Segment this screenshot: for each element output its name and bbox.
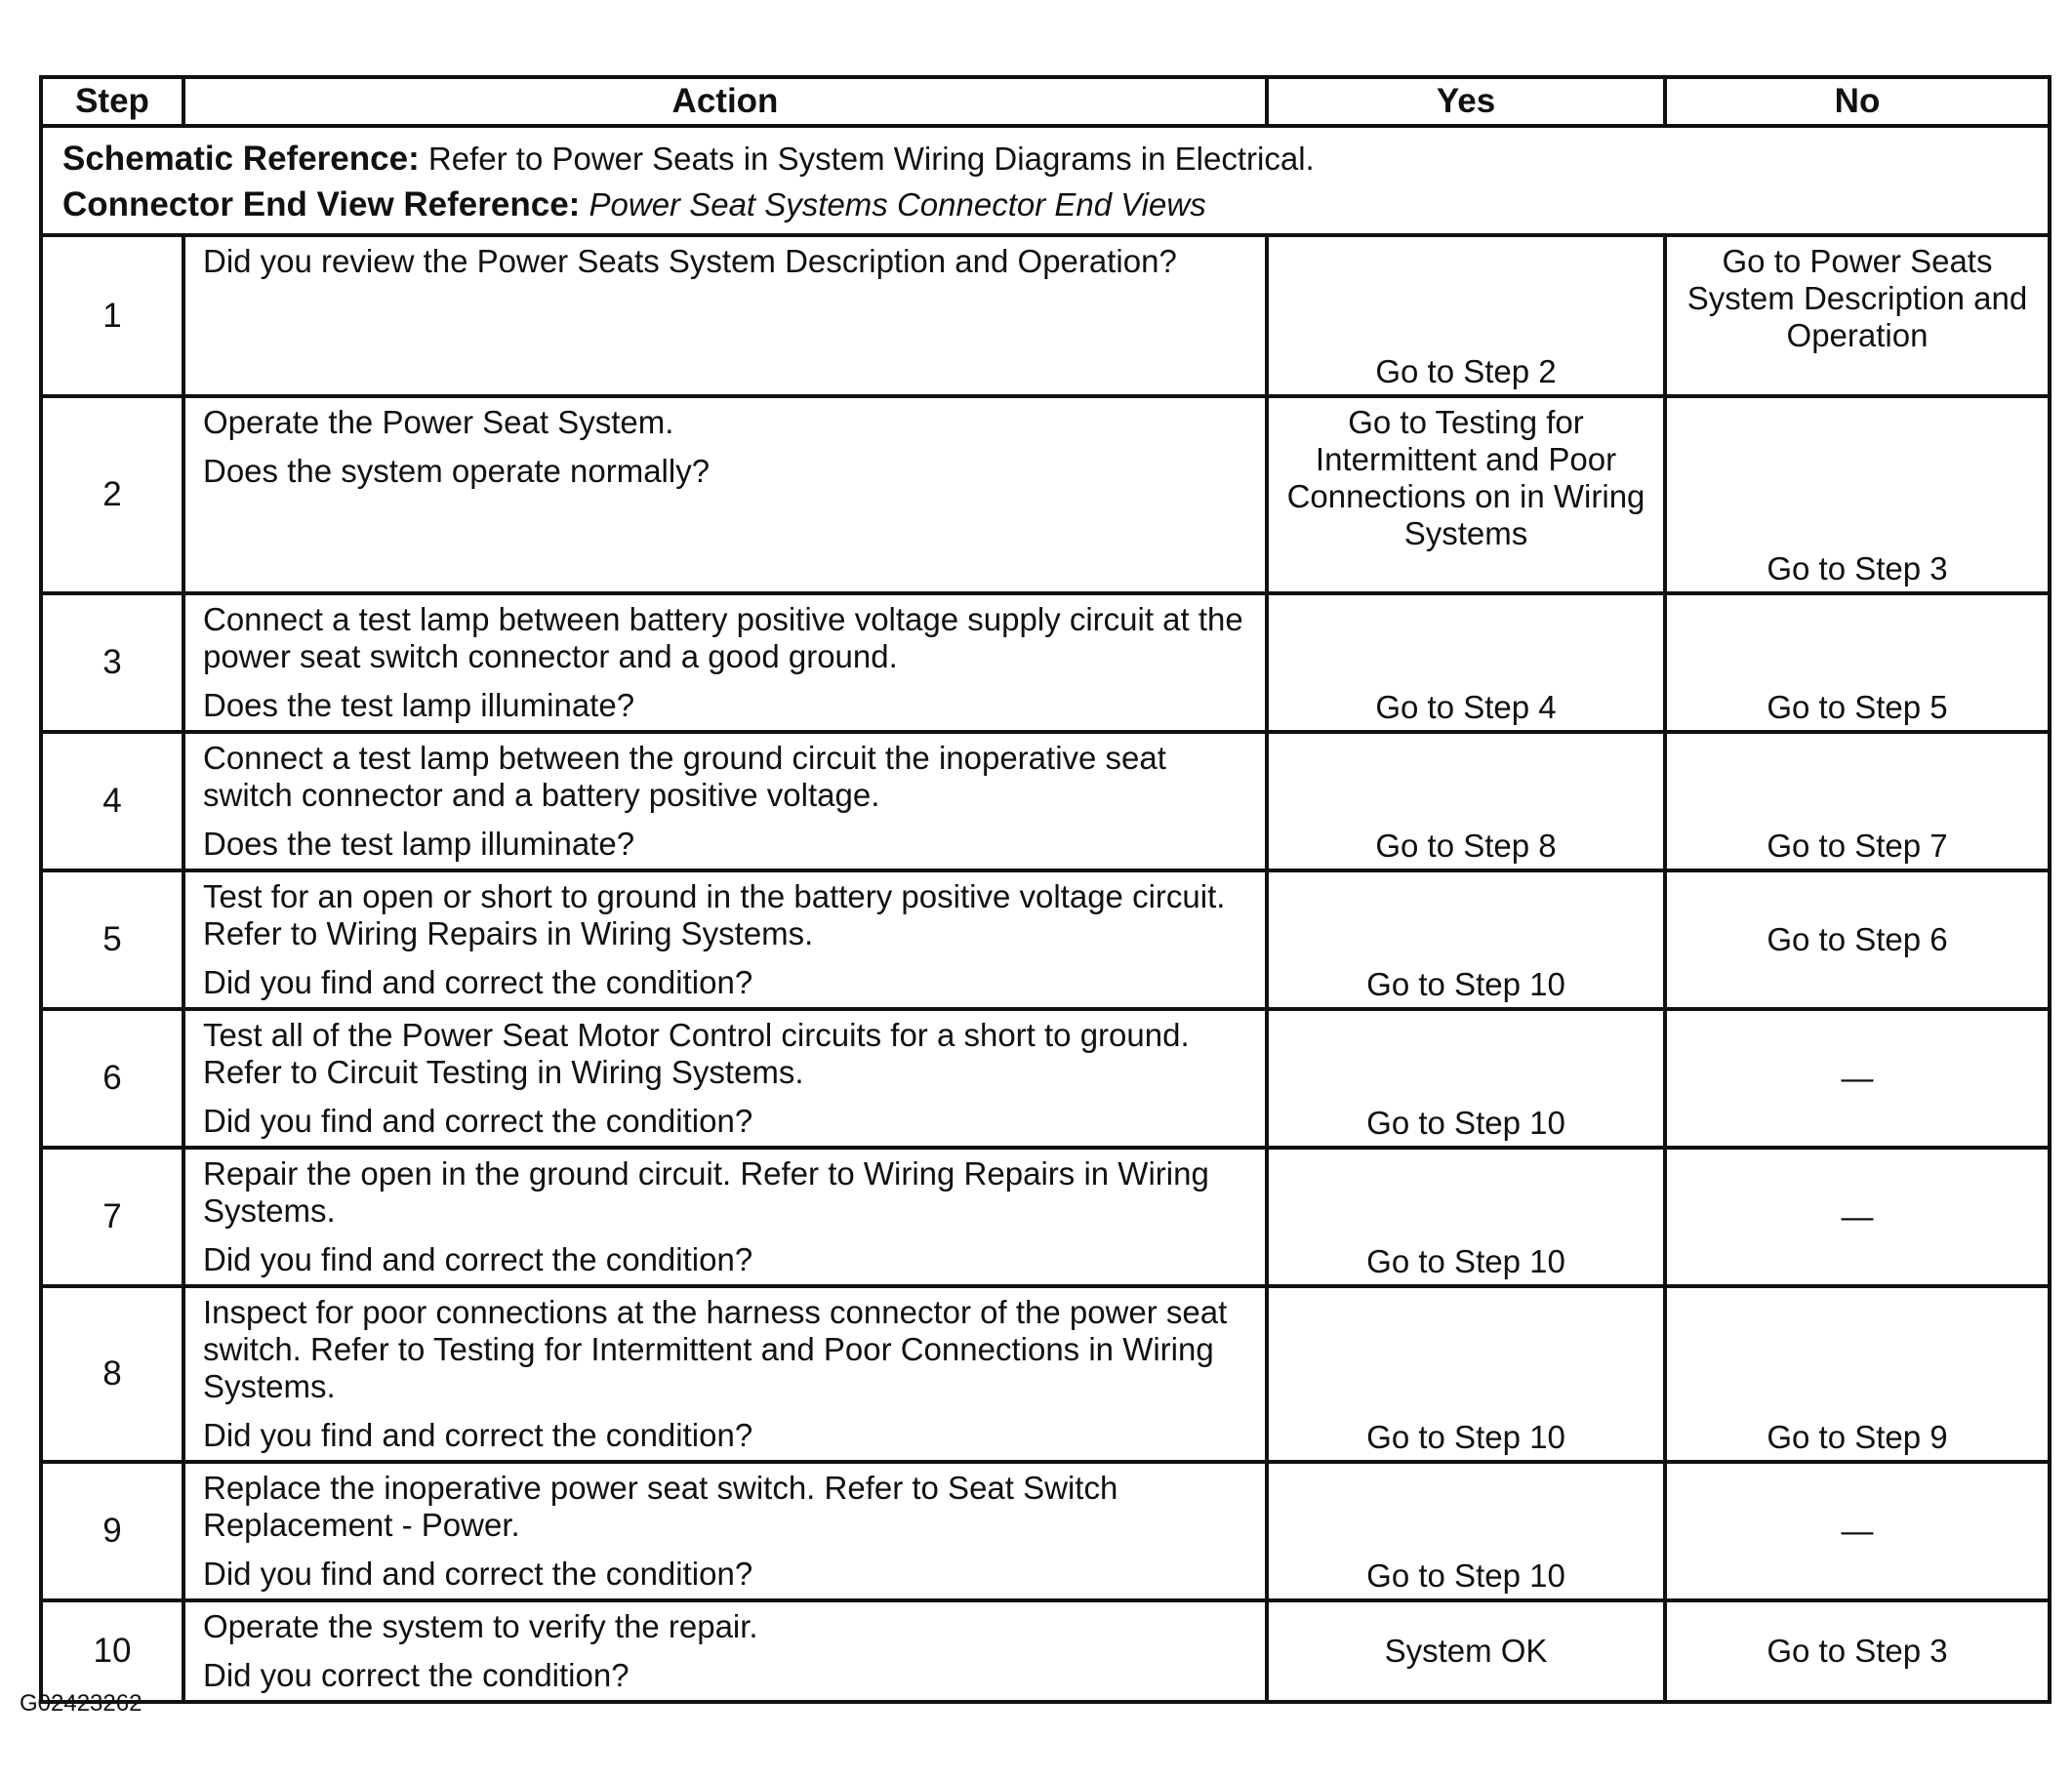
yes-cell <box>1267 593 1665 732</box>
yes-result: Go to Step 10 <box>1366 966 1565 1002</box>
action-question: Does the system operate normally? <box>203 453 711 489</box>
no-result: — <box>1841 1198 1874 1234</box>
action-cell <box>183 1462 1267 1600</box>
action-text: Operate the system to verify the repair. <box>203 1608 758 1644</box>
schematic-reference-label: Schematic Reference: <box>62 140 420 178</box>
action-question: Did you find and correct the condition? <box>203 1417 753 1453</box>
no-cell <box>1665 732 2050 870</box>
no-result: Go to Power Seats System Description and Operation <box>1686 243 2028 353</box>
yes-cell <box>1267 235 1665 396</box>
step-number: 1 <box>41 235 183 396</box>
yes-result: Go to Testing for Intermittent and Poor Connections on in Wiring Systems <box>1286 404 1645 551</box>
no-result: Go to Step 9 <box>1767 1419 1948 1455</box>
action-cell <box>183 1009 1267 1148</box>
header-no: No <box>1665 77 2050 126</box>
no-result: — <box>1841 1060 1874 1096</box>
table-row <box>41 1462 2050 1600</box>
action-question: Does the test lamp illuminate? <box>203 687 635 723</box>
connector-reference-label: Connector End View Reference: <box>62 185 581 223</box>
action-text: Connect a test lamp between the ground circuit the inoperative seat switch connector and a battery positive voltage. <box>203 740 1166 813</box>
action-text: Repair the open in the ground circuit. Refer to Wiring Repairs in Wiring Systems. <box>203 1155 1209 1229</box>
no-cell <box>1665 1009 2050 1148</box>
no-result: Go to Step 7 <box>1767 828 1948 864</box>
action-question: Did you find and correct the condition? <box>203 1241 753 1277</box>
header-yes: Yes <box>1267 77 1665 126</box>
no-cell <box>1665 1148 2050 1286</box>
yes-cell <box>1267 1286 1665 1462</box>
no-result: — <box>1841 1513 1874 1549</box>
action-cell <box>183 235 1267 396</box>
step-number: 9 <box>41 1462 183 1600</box>
yes-cell <box>1267 1148 1665 1286</box>
action-text: Test for an open or short to ground in the battery positive voltage circuit. Refer to Wiring Repairs in Wiring Systems. <box>203 878 1226 951</box>
table-row <box>41 593 2050 732</box>
table-row <box>41 1286 2050 1462</box>
figure-id: G02423262 <box>20 1690 142 1717</box>
header-action: Action <box>183 77 1267 126</box>
action-question: Did you find and correct the condition? <box>203 1103 753 1139</box>
action-question: Did you find and correct the condition? <box>203 1556 753 1592</box>
no-result: Go to Step 3 <box>1767 550 1948 586</box>
yes-result: Go to Step 4 <box>1375 689 1557 725</box>
step-number: 2 <box>41 396 183 593</box>
yes-cell <box>1267 1462 1665 1600</box>
diagnostic-table <box>39 75 2052 1704</box>
no-cell <box>1665 396 2050 593</box>
step-number: 5 <box>41 870 183 1009</box>
step-number: 4 <box>41 732 183 870</box>
yes-cell <box>1267 396 1665 593</box>
table-row <box>41 1009 2050 1148</box>
no-cell <box>1665 235 2050 396</box>
yes-result: Go to Step 10 <box>1366 1557 1565 1594</box>
action-text: Test all of the Power Seat Motor Control circuits for a short to ground. Refer to Circuit Testing in Wiring Systems. <box>203 1017 1190 1090</box>
yes-result: Go to Step 8 <box>1375 828 1557 864</box>
header-step: Step <box>41 77 183 126</box>
no-cell <box>1665 870 2050 1009</box>
connector-reference <box>62 182 2028 227</box>
table-row <box>41 396 2050 593</box>
step-number: 3 <box>41 593 183 732</box>
yes-result: Go to Step 2 <box>1375 353 1557 389</box>
action-text: Replace the inoperative power seat switch. Refer to Seat Switch Replacement - Power. <box>203 1470 1118 1543</box>
table-row <box>41 235 2050 396</box>
yes-cell <box>1267 732 1665 870</box>
schematic-reference <box>62 136 2028 182</box>
yes-result: System OK <box>1384 1633 1548 1669</box>
action-text: Did you review the Power Seats System Description and Operation? <box>203 243 1177 279</box>
action-cell <box>183 1148 1267 1286</box>
action-question: Did you correct the condition? <box>203 1657 630 1693</box>
no-cell <box>1665 1286 2050 1462</box>
step-number: 10 <box>41 1600 183 1702</box>
connector-reference-text: Power Seat Systems Connector End Views <box>589 186 1206 222</box>
reference-cell <box>41 126 2050 235</box>
table-row <box>41 1148 2050 1286</box>
action-question: Did you find and correct the condition? <box>203 964 753 1000</box>
step-number: 7 <box>41 1148 183 1286</box>
action-cell <box>183 732 1267 870</box>
no-result: Go to Step 5 <box>1767 689 1948 725</box>
no-cell <box>1665 1462 2050 1600</box>
action-cell <box>183 1286 1267 1462</box>
yes-cell <box>1267 1009 1665 1148</box>
step-number: 8 <box>41 1286 183 1462</box>
no-cell <box>1665 593 2050 732</box>
table-row <box>41 732 2050 870</box>
reference-row <box>41 126 2050 235</box>
no-result: Go to Step 6 <box>1767 921 1948 957</box>
action-cell <box>183 1600 1267 1702</box>
table-header-row <box>41 77 2050 126</box>
yes-result: Go to Step 10 <box>1366 1243 1565 1279</box>
table-row <box>41 1600 2050 1702</box>
yes-result: Go to Step 10 <box>1366 1419 1565 1455</box>
action-text: Inspect for poor connections at the harness connector of the power seat switch. Refer to Testing for Intermittent and Poor Connections in Wiring Systems. <box>203 1294 1228 1404</box>
step-number: 6 <box>41 1009 183 1148</box>
action-text: Operate the Power Seat System. <box>203 404 674 440</box>
action-cell <box>183 870 1267 1009</box>
action-question: Does the test lamp illuminate? <box>203 826 635 862</box>
no-cell <box>1665 1600 2050 1702</box>
action-cell <box>183 593 1267 732</box>
yes-result: Go to Step 10 <box>1366 1105 1565 1141</box>
table-row <box>41 870 2050 1009</box>
action-cell <box>183 396 1267 593</box>
yes-cell <box>1267 870 1665 1009</box>
action-text: Connect a test lamp between battery positive voltage supply circuit at the power seat switch connector and a good ground. <box>203 601 1243 674</box>
schematic-reference-text: Refer to Power Seats in System Wiring Diagrams in Electrical. <box>427 141 1315 177</box>
no-result: Go to Step 3 <box>1767 1633 1948 1669</box>
yes-cell <box>1267 1600 1665 1702</box>
